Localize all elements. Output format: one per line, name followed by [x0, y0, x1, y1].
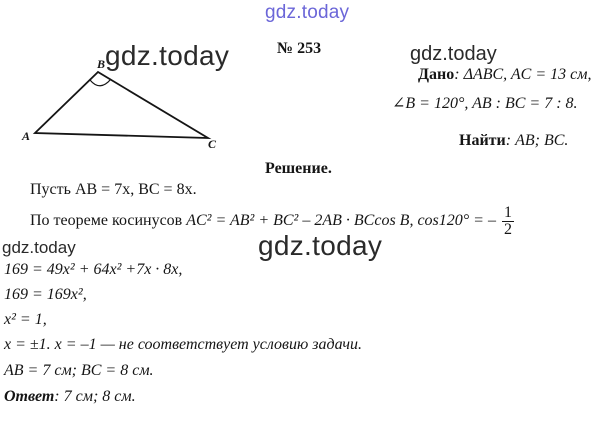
watermark-left-small: gdz.today	[2, 238, 76, 257]
given-label: Дано	[418, 66, 455, 83]
answer-label: Ответ	[4, 388, 55, 405]
watermark-center-big: gdz.today	[258, 230, 383, 261]
triangle-figure	[0, 0, 260, 160]
fraction-one-half	[502, 205, 514, 238]
vertex-b-label: B	[97, 57, 106, 71]
angle-b-arc	[90, 79, 111, 86]
find-text: : AB; BC.	[505, 132, 569, 149]
given-line-1	[418, 66, 591, 84]
solution-line-eq5: AB = 7 см; BC = 8 см.	[4, 362, 154, 379]
find-label: Найти	[459, 132, 506, 149]
vertex-a-label: A	[22, 129, 31, 143]
find-line	[459, 132, 568, 150]
solution-line-eq4: x = ±1. x = –1 — не соответствует условию задачи.	[4, 336, 362, 353]
solution-line-cos	[30, 205, 514, 238]
given-line-2: ∠B = 120°, AB : BC = 7 : 8.	[392, 95, 578, 112]
problem-number: № 253	[277, 40, 322, 57]
answer-line	[4, 388, 136, 406]
fraction-denominator: 2	[503, 221, 512, 238]
answer-text: : 7 см; 8 см.	[54, 388, 136, 405]
fraction-numerator: 1	[503, 204, 512, 221]
solution-line-eq2: 169 = 169x²,	[4, 286, 87, 303]
watermark-top: gdz.today	[265, 2, 350, 23]
triangle-abc	[35, 72, 208, 138]
solution-line-let: Пусть AB = 7x, BC = 8x.	[30, 181, 197, 198]
cos-formula: AC² = AB² + BC² – 2AB · BCcos B, cos120° = –	[186, 212, 496, 230]
solution-heading: Решение.	[265, 160, 332, 177]
watermark-left-big: gdz.today	[105, 40, 230, 71]
solution-line-eq3: x² = 1,	[4, 311, 47, 328]
given-text-1: : ΔABC, AC = 13 см,	[454, 66, 592, 83]
cos-prefix: По теореме косинусов	[30, 212, 183, 230]
solution-line-eq1: 169 = 49x² + 64x² +7x · 8x,	[4, 261, 183, 278]
vertex-c-label: C	[208, 137, 217, 151]
watermark-right: gdz.today	[410, 43, 497, 65]
